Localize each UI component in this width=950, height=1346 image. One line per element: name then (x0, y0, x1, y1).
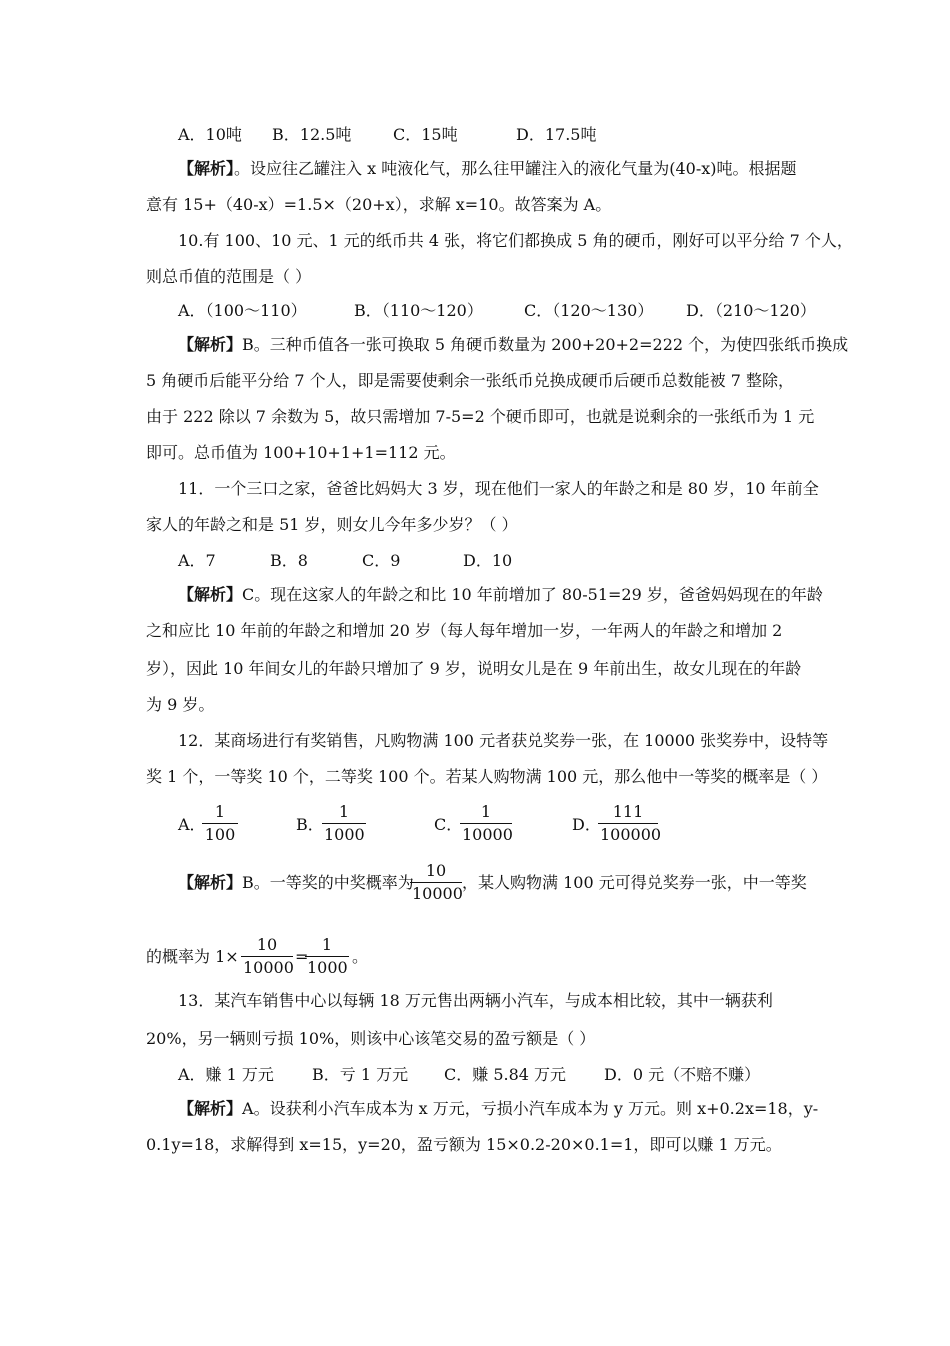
q11-option-a: A．7 (178, 551, 216, 570)
q12-option-a-label: A． (178, 815, 206, 834)
q11-analysis-line-3: 岁），因此 10 年间女儿的年龄只增加了 9 岁，说明女儿是在 9 年前出生，故女儿现在的年龄 (146, 659, 802, 678)
analysis-label: 【解析】 (178, 159, 235, 178)
denominator: 10000 (243, 958, 294, 977)
q11-analysis-line-1 (178, 584, 823, 606)
fraction-bar (322, 823, 366, 824)
q10-option-c: C．（120～130） (524, 301, 654, 320)
denominator: 1000 (324, 825, 365, 844)
analysis-label: 【解析】 (178, 1099, 243, 1118)
analysis-label: 【解析】 (178, 335, 243, 354)
q11-question-line-1: 11．一个三口之家，爸爸比妈妈大 3 岁，现在他们一家人的年龄之和是 80 岁，10 年前全 (178, 479, 819, 498)
q12-option-c-label: C． (434, 815, 463, 834)
fraction-bar (598, 823, 658, 824)
q10-question-line-1: 10.有 100、10 元、1 元的纸币共 4 张，将它们都换成 5 角的硬币，刚好可以平分给 7 个人， (178, 231, 853, 250)
q13-analysis-line-1 (178, 1098, 818, 1120)
q9-option-a: A．10吨 (178, 125, 242, 144)
q11-option-b: B．8 (270, 551, 308, 570)
q12-option-d-fraction (598, 802, 662, 845)
fraction-bar (460, 823, 512, 824)
q12-option-d-label: D． (572, 815, 601, 834)
q9-analysis-line-2: 意有 15+（40-x）=1.5×（20+x），求解 x=10。故答案为 A。 (146, 195, 612, 214)
q11-analysis-line-4: 为 9 岁。 (146, 695, 215, 714)
q11-question-line-2: 家人的年龄之和是 51 岁，则女儿今年多少岁？（ ） (146, 515, 518, 534)
q12-question-line-2: 奖 1 个，一等奖 10 个，二等奖 100 个。若某人购物满 100 元，那么他中一等奖的概率是（ ） (146, 767, 828, 786)
q10-analysis-line-4: 即可。总币值为 100+10+1+1=112 元。 (146, 443, 456, 462)
q12-analysis-line-2-prefix: 的概率为 1× (146, 947, 239, 966)
numerator: 10 (256, 935, 278, 954)
q12-analysis-line-1a (178, 872, 414, 894)
q13-question-line-2: 20%，另一辆则亏损 10%，则该中心该笔交易的盈亏额是（ ） (146, 1029, 596, 1048)
q12-analysis-line-1b: ，某人购物满 100 元可得兑奖券一张，中一等奖 (462, 873, 807, 892)
q10-option-a: A．（100～110） (178, 301, 307, 320)
q10-question-line-2: 则总币值的范围是（ ） (146, 267, 312, 286)
numerator: 111 (612, 802, 644, 821)
denominator: 1000 (307, 958, 348, 977)
fraction-bar (241, 956, 293, 957)
q12-option-a-fraction (202, 802, 238, 845)
analysis-text: 。设应往乙罐注入 x 吨液化气，那么往甲罐注入的液化气量为(40-x)吨。根据题 (234, 159, 797, 178)
q9-analysis-line-1 (178, 158, 797, 180)
q12-question-line-1: 12．某商场进行有奖销售，凡购物满 100 元者获兑奖券一张，在 10000 张奖券中，设特等 (178, 731, 829, 750)
q11-option-c: C．9 (362, 551, 401, 570)
numerator: 1 (214, 802, 226, 821)
fraction-bar (410, 882, 462, 883)
analysis-label: 【解析】 (178, 873, 243, 892)
q13-question-line-1: 13．某汽车销售中心以每辆 18 万元售出两辆小汽车，与成本相比较，其中一辆获利 (178, 991, 773, 1010)
q12-option-c-fraction (460, 802, 512, 845)
q9-option-c: C．15吨 (393, 125, 458, 144)
analysis-text: A。设获利小汽车成本为 x 万元，亏损小汽车成本为 y 万元。则 x+0.2x=18，y- (242, 1099, 819, 1118)
denominator: 10000 (412, 884, 463, 903)
denominator: 100000 (600, 825, 662, 844)
analysis-text: C。现在这家人的年龄之和比 10 年前增加了 80-51=29 岁，爸爸妈妈现在的年龄 (242, 585, 823, 604)
q12-option-b-fraction (322, 802, 366, 845)
q12-analysis-fraction (410, 861, 462, 904)
q12-analysis-line-2-suffix: 。 (352, 947, 369, 966)
q10-option-d: D．（210～120） (686, 301, 816, 320)
analysis-text: B。三种币值各一张可换取 5 角硬币数量为 200+20+2=222 个，为使四张纸币换成 (242, 335, 849, 354)
q10-analysis-line-2: 5 角硬币后能平分给 7 个人，即是需要使剩余一张纸币兑换成硬币后硬币总数能被 7 整除， (146, 371, 794, 390)
denominator: 100 (204, 825, 236, 844)
q13-option-c: C．赚 5.84 万元 (444, 1065, 567, 1084)
numerator: 1 (480, 802, 492, 821)
q12-analysis-line-2-fraction-2 (305, 935, 349, 978)
q12-equals-sign: = (295, 947, 309, 966)
fraction-bar (305, 956, 349, 957)
q12-option-b-label: B． (296, 815, 324, 834)
analysis-text: B。一等奖的中奖概率为 (242, 873, 414, 892)
q13-option-d: D．0 元（不赔不赚） (604, 1065, 761, 1084)
q13-option-b: B．亏 1 万元 (312, 1065, 409, 1084)
numerator: 1 (321, 935, 333, 954)
q11-analysis-line-2: 之和应比 10 年前的年龄之和增加 20 岁（每人每年增加一岁，一年两人的年龄之和增加 2 (146, 621, 783, 640)
analysis-label: 【解析】 (178, 585, 243, 604)
numerator: 1 (338, 802, 350, 821)
q10-option-b: B．（110～120） (354, 301, 483, 320)
fraction-bar (202, 823, 238, 824)
q10-analysis-line-1 (178, 334, 848, 356)
q9-option-b: B．12.5吨 (272, 125, 352, 144)
q9-option-d: D．17.5吨 (516, 125, 597, 144)
denominator: 10000 (462, 825, 513, 844)
q10-analysis-line-3: 由于 222 除以 7 余数为 5，故只需增加 7-5=2 个硬币即可，也就是说剩余的一张纸币为 1 元 (146, 407, 815, 426)
numerator: 10 (425, 861, 447, 880)
q12-analysis-line-2-fraction-1 (241, 935, 293, 978)
q11-option-d: D．10 (463, 551, 513, 570)
q13-analysis-line-2: 0.1y=18，求解得到 x=15，y=20，盈亏额为 15×0.2-20×0.1=1，即可以赚 1 万元。 (146, 1135, 782, 1154)
q13-option-a: A．赚 1 万元 (178, 1065, 274, 1084)
